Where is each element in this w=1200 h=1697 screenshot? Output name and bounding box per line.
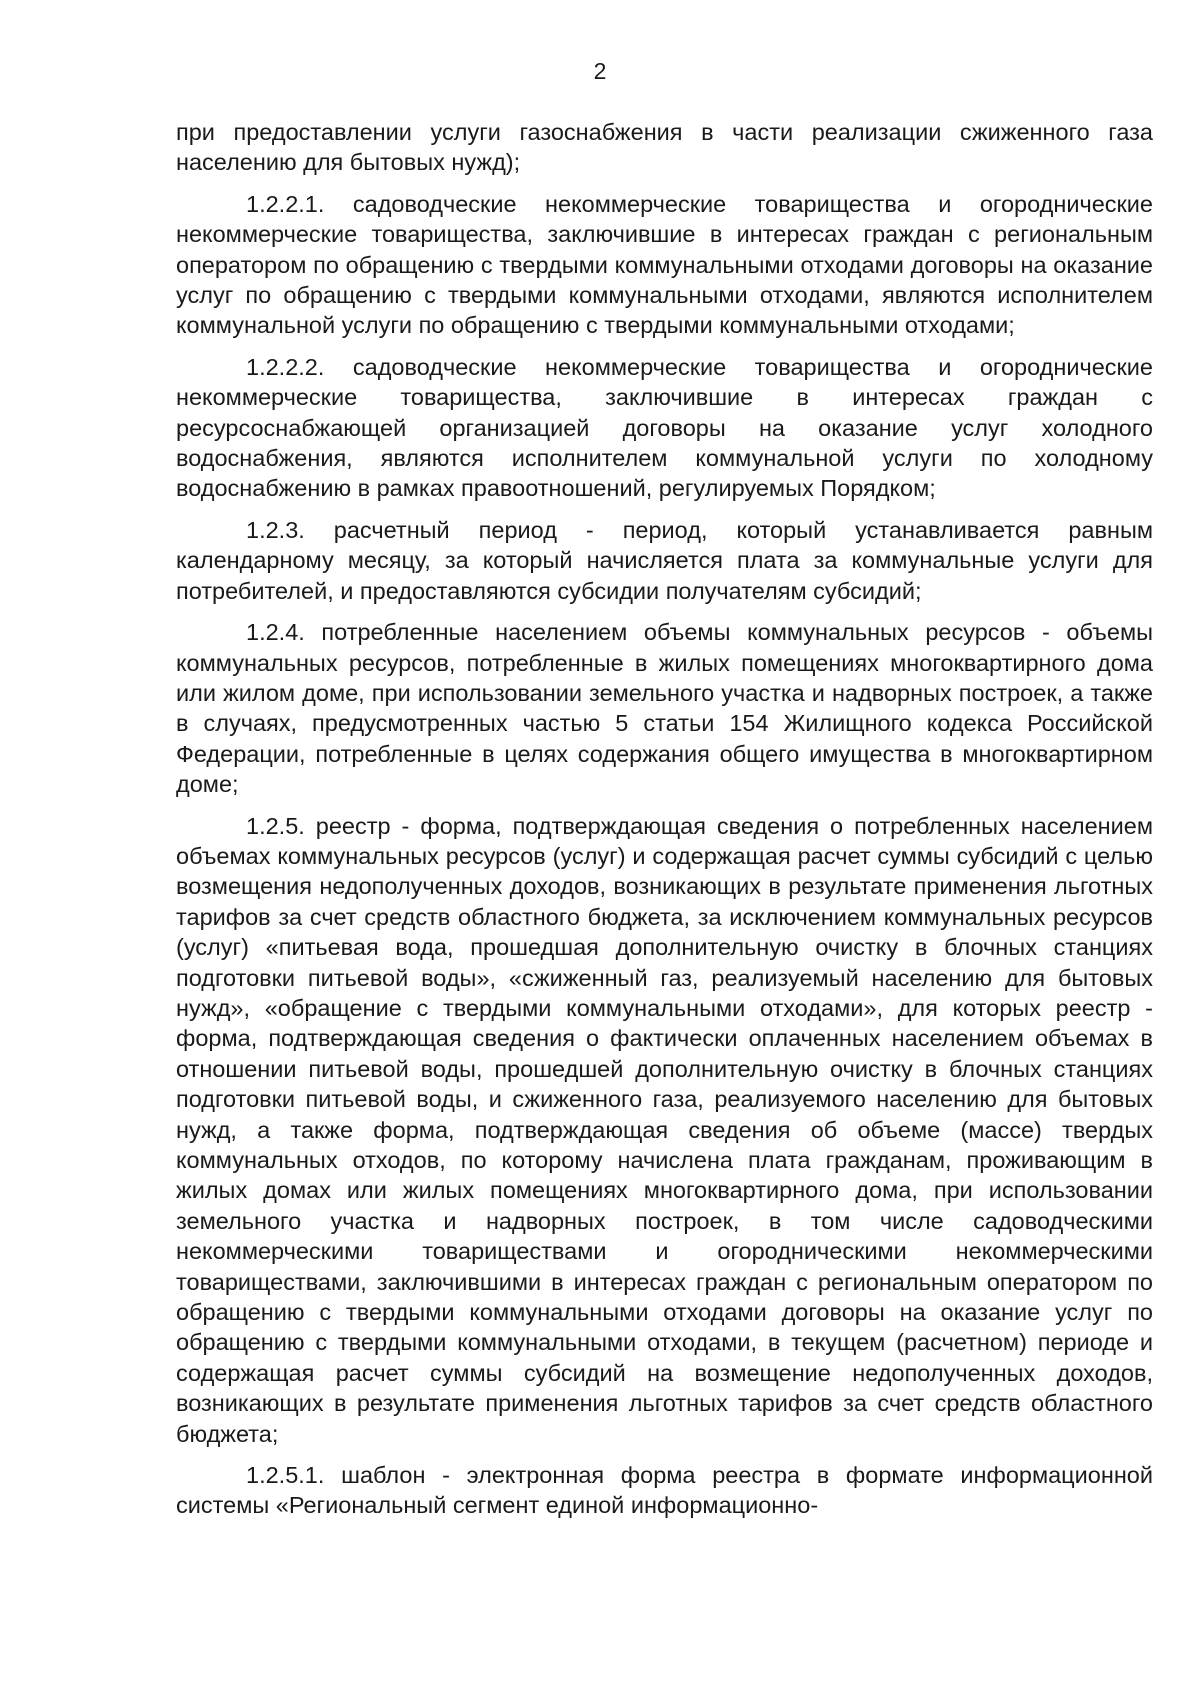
page-number: 2 [593, 58, 607, 84]
paragraph-1-2-2-1: 1.2.2.1. садоводческие некоммерческие товарищества и огороднические некоммерческие товарищества, заключившие в интересах граждан с региональным оператором по обращению с твердыми коммунальными отходами договоры на оказание услуг по обращению с твердыми коммунальными отходами, являются исполнителем коммунальной услуги по обращению с твердыми коммунальными отходами; [176, 190, 1153, 339]
paragraph-1-2-5-1: 1.2.5.1. шаблон - электронная форма реестра в формате информационной системы «Региональный сегмент единой информационно- [176, 1462, 1153, 1519]
paragraph-1-2-3: 1.2.3. расчетный период - период, который устанавливается равным календарному месяцу, за который начисляется плата за коммунальные услуги для потребителей, и предоставляются субсидии получателям субсидий; [176, 516, 1153, 604]
paragraph-1-2-2-2: 1.2.2.2. садоводческие некоммерческие товарищества и огороднические некоммерческие товарищества, заключившие в интересах граждан с ресурсоснабжающей организацией договоры на оказание услуг холодного водоснабжения, являются исполнителем коммунальной услуги по холодному водоснабжению в рамках правоотношений, регулируемых Порядком; [176, 353, 1153, 502]
paragraph-1-2-4: 1.2.4. потребленные населением объемы коммунальных ресурсов - объемы коммунальных ресурсов, потребленные в жилых помещениях многоквартирного дома или жилом доме, при использовании земельного участка и надворных построек, а также в случаях, предусмотренных частью 5 статьи 154 Жилищного кодекса Российской Федерации, потребленные в целях содержания общего имущества в многоквартирном доме; [176, 619, 1153, 798]
paragraph-continuation: при предоставлении услуги газоснабжения в части реализации сжиженного газа населению для бытовых нужд); [176, 119, 1153, 176]
paragraph-1-2-5: 1.2.5. реестр - форма, подтверждающая сведения о потребленных населением объемах коммунальных ресурсов (услуг) и содержащая расчет суммы субсидий с целью возмещения недополученных доходов, возникающих в результате применения льготных тарифов за счет средств областного бюджета, за исключением коммунальных ресурсов (услуг) «питьевая вода, прошедшая дополнительную очистку в блочных станциях подготовки питьевой воды», «сжиженный газ, реализуемый населению для бытовых нужд», «обращение с твердыми коммунальными отходами», для которых реестр - форма, подтверждающая сведения о фактически оплаченных населением объемах в отношении питьевой воды, прошедшей дополнительную очистку в блочных станциях подготовки питьевой воды, и сжиженного газа, реализуемого населению для бытовых нужд, а также форма, подтверждающая сведения об объеме (массе) твердых коммунальных отходов, по которому начислена плата гражданам, проживающим в жилых домах или жилых помещениях многоквартирного дома, при использовании земельного участка и надворных построек, в том числе садоводческими некоммерческими товариществами и огородническими некоммерческими товариществами, заключившими в интересах граждан с региональным оператором по обращению с твердыми коммунальными отходами договоры на оказание услуг по обращению с твердыми коммунальными отходами, в текущем (расчетном) периоде и содержащая расчет суммы субсидий на возмещение недополученных доходов, возникающих в результате применения льготных тарифов за счет средств областного бюджета; [176, 812, 1153, 1447]
document-body [176, 117, 1153, 1521]
